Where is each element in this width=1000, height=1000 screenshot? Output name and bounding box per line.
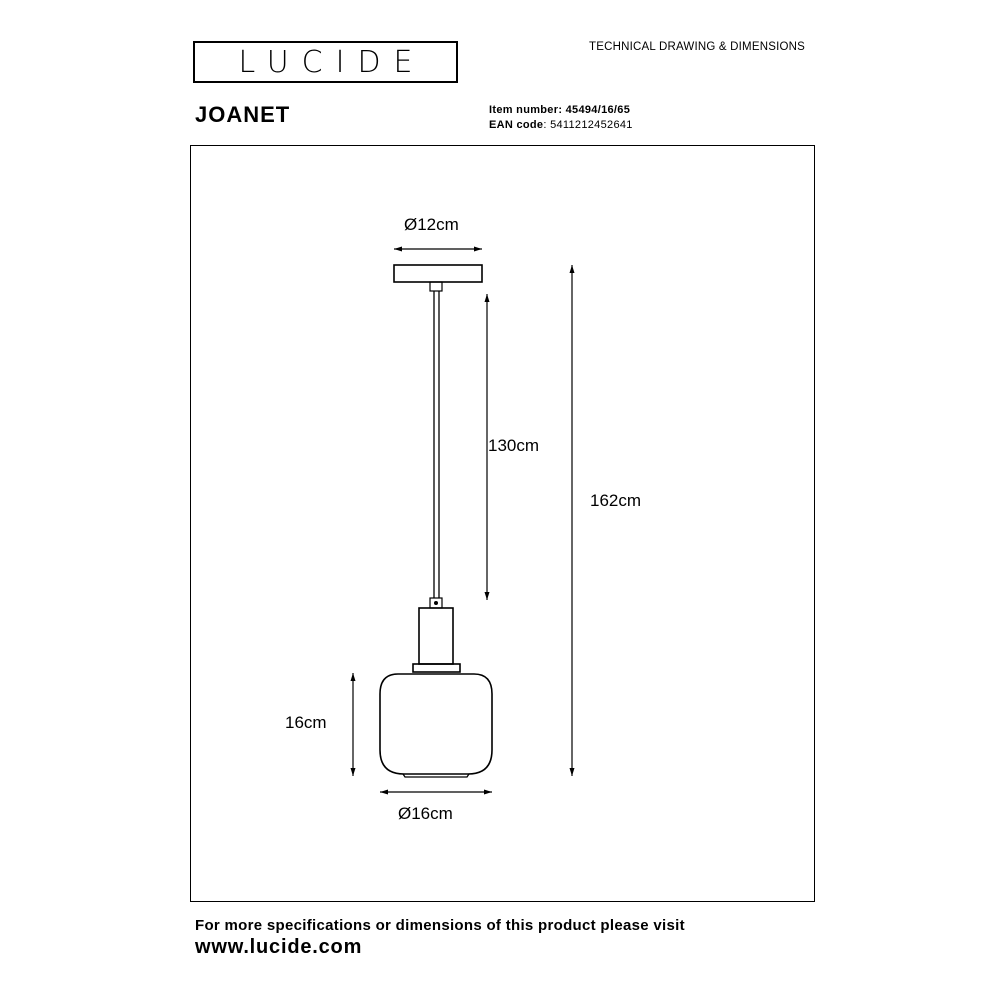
total-height-label: 162cm (590, 491, 642, 510)
canopy-diameter-dimension-line (394, 247, 482, 252)
ean-row: EAN code: 5411212452641 (489, 119, 633, 131)
total-height-dimension-line (570, 265, 575, 776)
lamp-socket (419, 608, 453, 664)
shade-diameter-label: Ø16cm (398, 804, 453, 823)
canopy-cable-grip (430, 282, 442, 291)
ceiling-canopy (394, 265, 482, 282)
shade-height-label: 16cm (285, 713, 327, 732)
ean-label: EAN code (489, 119, 544, 131)
canopy-diameter-label: Ø12cm (404, 215, 459, 234)
footer-note: For more specifications or dimensions of this product please visit (195, 917, 685, 934)
cable-length-label: 130cm (488, 436, 540, 455)
item-number-row: Item number: 45494/16/65 (489, 104, 631, 116)
shade-height-dimension-line (351, 673, 356, 776)
item-number-label: Item number (489, 104, 559, 116)
ean-value: 5411212452641 (550, 119, 633, 131)
item-number-value: 45494/16/65 (565, 104, 631, 116)
socket-ring (413, 664, 460, 672)
document-title: TECHNICAL DRAWING & DIMENSIONS (589, 41, 805, 53)
shade-diameter-dimension-line (380, 790, 492, 795)
glass-shade (380, 674, 492, 774)
product-name: JOANET (195, 102, 291, 127)
website-link[interactable]: www.lucide.com (195, 936, 363, 958)
brand-logo-text: LUCIDE (238, 45, 426, 80)
